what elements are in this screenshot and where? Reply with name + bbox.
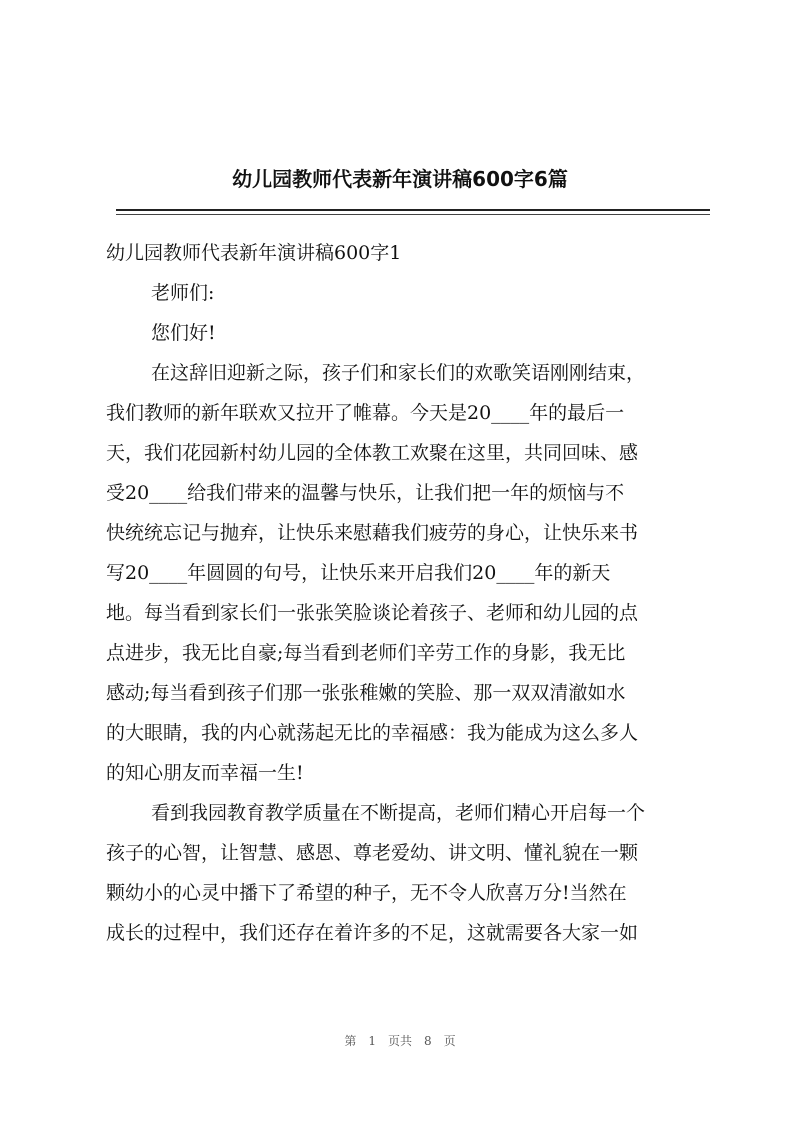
paragraph-1-line: 地。每当看到家长们一张张笑脸谈论着孩子、老师和幼儿园的点: [106, 602, 639, 624]
paragraph-1-line: 写20____年圆圆的句号，让快乐来开启我们20____年的新天: [106, 562, 611, 584]
footer-total-pages: 8: [424, 1034, 432, 1048]
document-body: [106, 233, 710, 953]
paragraph-2-line: 颗幼小的心灵中播下了希望的种子，无不令人欣喜万分!当然在: [106, 882, 627, 904]
paragraph-1-line: 感动;每当看到孩子们那一张张稚嫩的笑脸、那一双双清澈如水: [106, 682, 626, 704]
paragraph-1-line: 天，我们花园新村幼儿园的全体教工欢聚在这里，共同回味、感: [106, 442, 639, 464]
footer-page-number: 1: [368, 1034, 376, 1048]
salutation: 老师们:: [151, 282, 215, 304]
footer-prefix: 第: [344, 1034, 357, 1048]
paragraph-1-line: 在这辞旧迎新之际，孩子们和家长们的欢歌笑语刚刚结束，: [151, 362, 646, 384]
paragraph-1-line: 的知心朋友而幸福一生!: [106, 762, 304, 784]
paragraph-1-line: 受20____给我们带来的温馨与快乐，让我们把一年的烦恼与不: [106, 482, 625, 504]
footer-suffix: 页: [443, 1034, 456, 1048]
footer-middle: 页共: [387, 1034, 412, 1048]
paragraph-1-line: 快统统忘记与抛弃，让快乐来慰藉我们疲劳的身心，让快乐来书: [106, 522, 639, 544]
title-rule-thick: [116, 209, 710, 211]
page-footer: [0, 1032, 800, 1050]
paragraph-2-line: 看到我园教育教学质量在不断提高，老师们精心开启每一个: [151, 802, 646, 824]
paragraph-1-line: 点进步，我无比自豪;每当看到老师们辛劳工作的身影，我无比: [106, 642, 626, 664]
document-title: 幼儿园教师代表新年演讲稿600字6篇: [232, 167, 568, 191]
paragraph-2-line: 成长的过程中，我们还存在着许多的不足，这就需要各大家一如: [106, 922, 639, 944]
section-heading: 幼儿园教师代表新年演讲稿600字1: [106, 242, 402, 264]
paragraph-2-line: 孩子的心智，让智慧、感恩、尊老爱幼、讲文明、懂礼貌在一颗: [106, 842, 639, 864]
title-rule-thin: [116, 214, 710, 215]
paragraph-1-line: 的大眼睛，我的内心就荡起无比的幸福感：我为能成为这么多人: [106, 722, 639, 744]
greeting: 您们好!: [151, 322, 216, 344]
paragraph-1-line: 我们教师的新年联欢又拉开了帷幕。今天是20____年的最后一: [106, 402, 625, 424]
